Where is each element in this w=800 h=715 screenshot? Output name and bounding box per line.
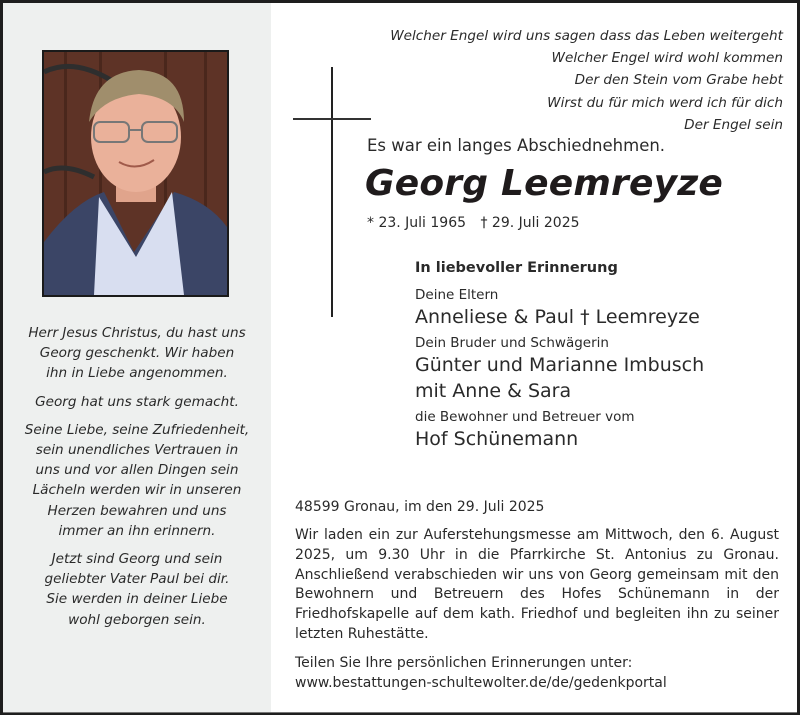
- place-and-date: 48599 Gronau, im den 29. Juli 2025: [295, 499, 545, 515]
- share-memories: [295, 653, 667, 693]
- verse-line: Wirst du für mich werd ich für dich: [547, 94, 783, 111]
- mourner-names: Hof Schünemann: [415, 428, 579, 450]
- poem-stanza: Georg hat uns stark gemacht.: [35, 393, 239, 410]
- death-date: † 29. Juli 2025: [480, 215, 580, 231]
- cross-icon: [331, 67, 333, 317]
- intro-line: Es war ein langes Abschiednehmen.: [367, 136, 666, 155]
- obituary-card: [3, 3, 797, 713]
- poem-stanza: Jetzt sind Georg und sein geliebter Vater Paul bei dir. Sie werden in deiner Liebe wohl geborgen sein.: [44, 551, 230, 628]
- poem-stanza: Seine Liebe, seine Zufriedenheit, sein unendliches Vertrauen in uns und vor allen Dingen sein Lächeln werden wir in unseren Herzen bewahren und uns immer an ihn erinnern.: [24, 421, 250, 539]
- left-panel: [3, 3, 271, 712]
- cross-icon-crossbar: [293, 118, 371, 120]
- angel-verse: [390, 25, 783, 136]
- mourner-role: Dein Bruder und Schwägerin: [415, 335, 609, 351]
- verse-line: Welcher Engel wird uns sagen dass das Leben weitergeht: [390, 28, 783, 44]
- life-dates: [367, 215, 590, 231]
- left-poem: [11, 323, 263, 638]
- mourner-names: mit Anne & Sara: [415, 380, 572, 402]
- mourner-names: Anneliese & Paul † Leemreyze: [415, 306, 700, 328]
- mourners-heading: In liebevoller Erinnerung: [415, 260, 618, 276]
- verse-line: Der den Stein vom Grabe hebt: [574, 72, 783, 89]
- birth-date: * 23. Juli 1965: [367, 215, 467, 231]
- deceased-name: Georg Leemreyze: [365, 163, 724, 204]
- poem-stanza: Herr Jesus Christus, du hast uns Georg geschenkt. Wir haben ihn in Liebe angenommen.: [28, 325, 246, 382]
- mourner-role: die Bewohner und Betreuer vom: [415, 409, 635, 425]
- portrait-illustration: [44, 52, 227, 295]
- share-label: Teilen Sie Ihre persönlichen Erinnerungen unter:: [295, 655, 633, 671]
- memorial-portal-link[interactable]: www.bestattungen-schultewolter.de/de/gedenkportal: [295, 675, 667, 691]
- portrait-photo: [42, 50, 229, 297]
- funeral-invitation: Wir laden ein zur Auferstehungsmesse am Mittwoch, den 6. August 2025, um 9.30 Uhr in die Pfarrkirche St. Antonius zu Gronau. Anschließend verabschieden wir uns von Georg gemeinsam mit den Bewohnern und Betreuern des Hofes Schünemann in der Friedhofskapelle auf dem kath. Friedhof und begleiten ihn zu seiner letzten Ruhestätte.: [295, 527, 779, 642]
- mourners-list: [415, 260, 704, 456]
- verse-line: Der Engel sein: [684, 116, 783, 133]
- verse-line: Welcher Engel wird wohl kommen: [551, 50, 783, 67]
- mourner-names: Günter und Marianne Imbusch: [415, 354, 705, 376]
- mourner-role: Deine Eltern: [415, 287, 499, 303]
